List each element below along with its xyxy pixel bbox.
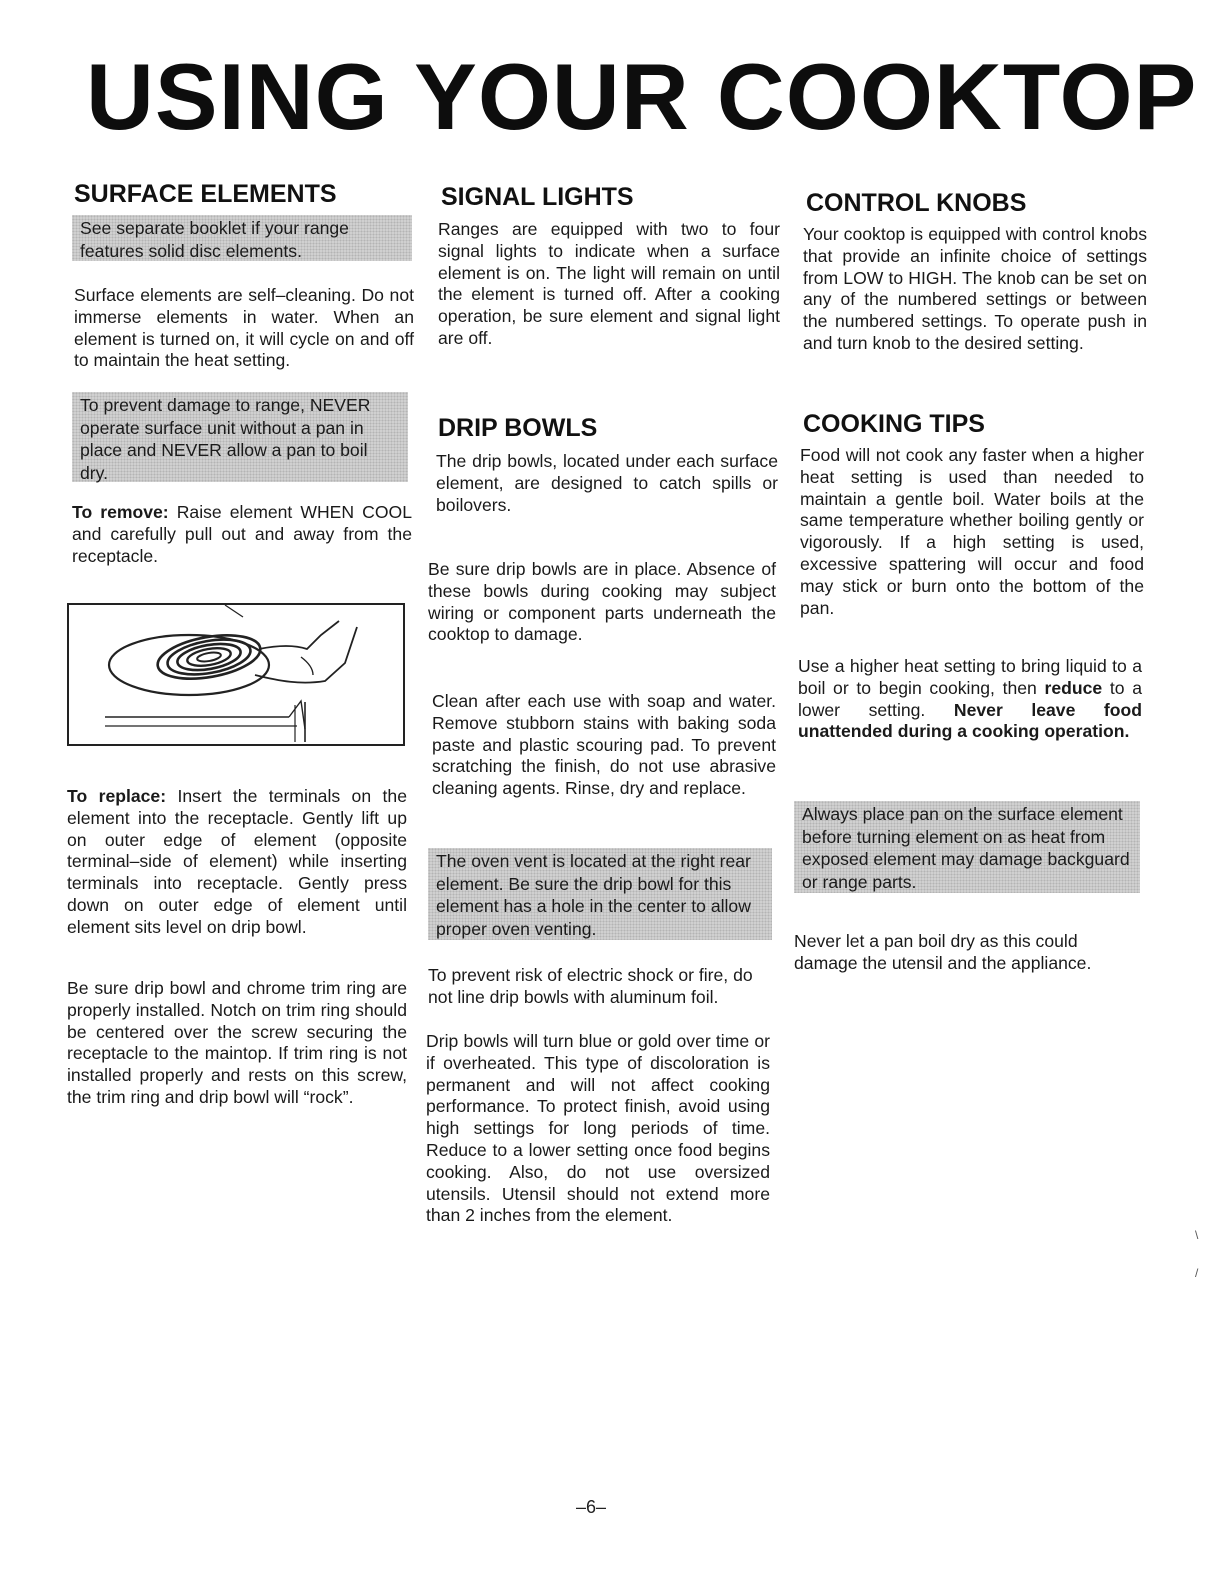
oven-vent-note: The oven vent is located at the right rear element. Be sure the drip bowl for this element has a hole in the center to allow proper oven venting.	[428, 848, 772, 940]
drip-bowls-in-place-paragraph: Be sure drip bowls are in place. Absence of these bowls during cooking may subject wiring or component parts underneath the cooktop to damage.	[428, 559, 776, 645]
scan-artifact: \	[1195, 1228, 1199, 1242]
page-title: USING YOUR COOKTOP	[86, 44, 1198, 149]
pan-placement-note: Always place pan on the surface element before turning element on as heat from exposed element may damage backguard or range parts.	[794, 801, 1140, 893]
drip-bowls-intro-paragraph: The drip bowls, located under each surface element, are designed to catch spills or boilovers.	[436, 451, 778, 515]
solid-disc-note: See separate booklet if your range features solid disc elements.	[72, 215, 412, 261]
page-number: –6–	[576, 1497, 607, 1517]
control-knobs-paragraph: Your cooktop is equipped with control knobs that provide an infinite choice of settings from LOW to HIGH. The knob can be set on any of the numbered settings or between the numbered settings. To operate push in and turn knob to the desired setting.	[803, 224, 1147, 353]
cooking-speed-paragraph: Food will not cook any faster when a higher heat setting is used than needed to maintain a gentle boil. Water boils at the same temperature whether boiling gently or vigorously. If a high setting is used, excessive spattering will occur and food may stick or burn onto the bottom of the pan.	[800, 445, 1144, 618]
never-leave-warning: Never leave food unattended during a cooking operation.	[798, 699, 1143, 742]
cooking-tips-heading: COOKING TIPS	[803, 410, 985, 438]
never-operate-warning: To prevent damage to range, NEVER operate surface unit without a pan in place and NEVER allow a pan to boil dry.	[72, 392, 408, 482]
remove-text: Raise element WHEN COOL and carefully pull out and away from the receptacle.	[72, 502, 412, 566]
lower-setting-text: to a lower setting.	[798, 677, 1143, 720]
heating-element-drawing	[69, 605, 403, 744]
replace-text: Insert the terminals on the element into the receptacle. Gently lift up on outer edge of element (opposite terminal–side of element) while inserting terminals into receptacle. Gently press down on outer edge of element until element sits level on drip bowl.	[67, 786, 407, 937]
heat-setting-paragraph	[798, 656, 1142, 743]
reduce-emphasis: reduce	[1044, 677, 1103, 698]
drip-bowls-heading: DRIP BOWLS	[438, 414, 598, 442]
self-cleaning-paragraph: Surface elements are self–cleaning. Do not immerse elements in water. When an element is turned on, it will cycle on and off to maintain the heat setting.	[74, 285, 414, 371]
remove-instructions	[72, 502, 412, 567]
aluminum-foil-warning: To prevent risk of electric shock or fire, do not line drip bowls with aluminum foil.	[428, 965, 753, 1007]
control-knobs-heading: CONTROL KNOBS	[806, 189, 1027, 217]
element-removal-illustration	[67, 603, 405, 746]
signal-lights-paragraph: Ranges are equipped with two to four signal lights to indicate when a surface element is on. The light will remain on until the element is turned off. After a cooking operation, be sure element and signal light are off.	[438, 219, 780, 348]
discoloration-paragraph: Drip bowls will turn blue or gold over time or if overheated. This type of discoloration is permanent and will not affect cooking performance. To protect finish, avoid using high settings for long periods of time. Reduce to a lower setting once food begins cooking. Also, do not use oversized utensils. Utensil should not extend more than 2 inches from the element.	[426, 1031, 770, 1226]
replace-label: To replace:	[67, 786, 167, 806]
scan-artifact: /	[1195, 1266, 1199, 1280]
boil-dry-warning: Never let a pan boil dry as this could damage the utensil and the appliance.	[794, 931, 1092, 973]
surface-elements-heading: SURFACE ELEMENTS	[74, 180, 337, 208]
remove-label: To remove:	[72, 502, 169, 522]
heat-setting-text: Use a higher heat setting to bring liquid to a boil or to begin cooking, then	[798, 656, 1142, 698]
replace-instructions	[67, 786, 407, 939]
trim-ring-paragraph: Be sure drip bowl and chrome trim ring are properly installed. Notch on trim ring should be centered over the screw securing the receptacle to the maintop. If trim ring is not installed properly and rests on this screw, the trim ring and drip bowl will “rock”.	[67, 978, 407, 1107]
signal-lights-heading: SIGNAL LIGHTS	[441, 183, 634, 211]
drip-bowls-cleaning-paragraph: Clean after each use with soap and water. Remove stubborn stains with baking soda paste and plastic scouring pad. To prevent scratching the finish, do not use abrasive cleaning agents. Rinse, dry and replace.	[432, 691, 776, 799]
